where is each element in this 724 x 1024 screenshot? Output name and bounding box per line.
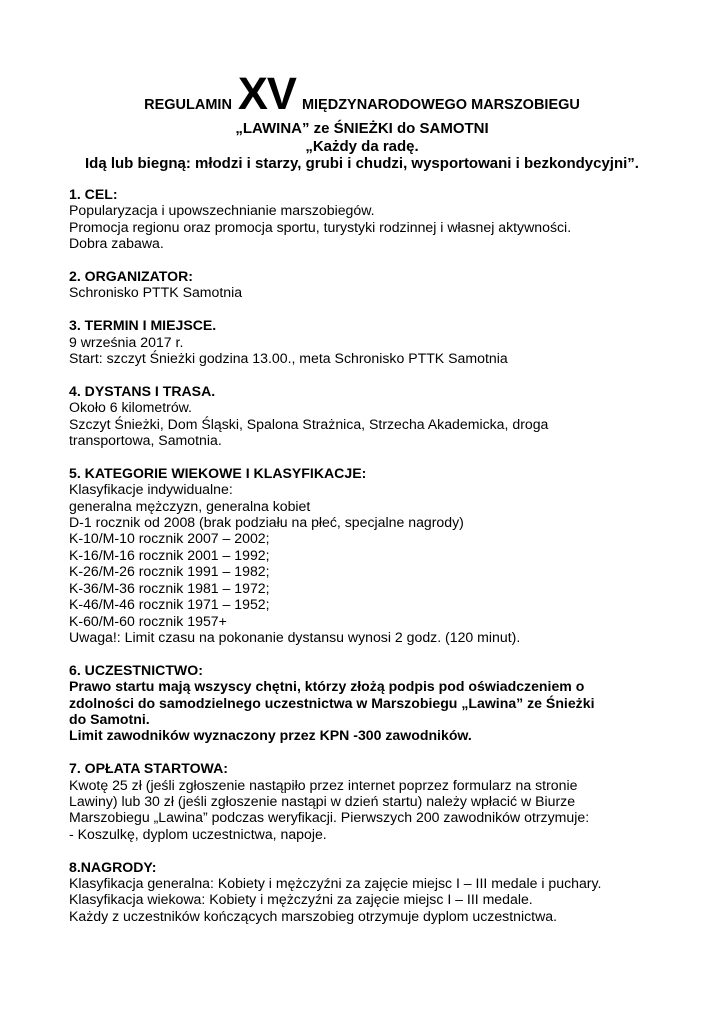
- section-heading: 7. OPŁATA STARTOWA:: [69, 760, 228, 777]
- document-body: [69, 186, 649, 941]
- motto-line-2: Idą lub biegną: młodzi i starzy, grubi i chudzi, wysportowani i bezkondycyjni”.: [85, 155, 639, 172]
- paragraph-line: zdolności do samodzielnego uczestnictwa w Marszobiegu „Lawina” ze Śnieżki: [69, 694, 595, 711]
- section-heading: 4. DYSTANS I TRASA.: [69, 382, 216, 399]
- section-heading: 3. TERMIN I MIEJSCE.: [69, 317, 217, 334]
- paragraph-line: D-1 rocznik od 2008 (brak podziału na płeć, specjalne nagrody): [69, 514, 464, 531]
- section-heading: 8.NAGRODY:: [69, 858, 157, 875]
- section-heading: 2. ORGANIZATOR:: [69, 268, 193, 285]
- paragraph-line: Kwotę 25 zł (jeśli zgłoszenie nastąpiło przez internet poprzez formularz na stronie: [69, 776, 578, 793]
- paragraph-line: generalna mężczyzn, generalna kobiet: [69, 497, 311, 514]
- document-title: [0, 68, 724, 119]
- paragraph-line: Klasyfikacja generalna: Kobiety i mężczyźni za zajęcie miejsc I – III medale i puchary.: [69, 874, 602, 891]
- paragraph-line: Około 6 kilometrów.: [69, 399, 192, 416]
- title-event: MIĘDZYNARODOWEGO MARSZOBIEGU: [301, 97, 580, 113]
- paragraph-line: Marszobiegu „Lawina” podczas weryfikacji. Pierwszych 200 zawodników otrzymuje:: [69, 809, 590, 826]
- section-heading: 5. KATEGORIE WIEKOWE I KLASYFIKACJE:: [69, 464, 367, 481]
- paragraph-line: Prawo startu mają wszyscy chętni, którzy złożą podpis pod oświadczeniem o: [69, 678, 585, 695]
- paragraph-line: Każdy z uczestników kończących marszobieg otrzymuje dyplom uczestnictwa.: [69, 907, 557, 924]
- section-nagrody: [69, 859, 649, 925]
- section-cel: [69, 186, 649, 252]
- paragraph-line: Dobra zabawa.: [69, 235, 164, 252]
- section-heading: 1. CEL:: [69, 186, 118, 202]
- time-limit-note: Uwaga!: Limit czasu na pokonanie dystansu wynosi 2 godz. (120 minut).: [69, 628, 521, 645]
- participant-limit: Limit zawodników wyznaczony przez KPN -300 zawodników.: [69, 727, 472, 744]
- motto-line-1: „Każdy da radę.: [305, 138, 419, 155]
- paragraph-line: transportowa, Samotnia.: [69, 432, 222, 449]
- category-line: K-26/M-26 rocznik 1991 – 1982;: [69, 563, 270, 580]
- paragraph-line: Schronisko PTTK Samotnia: [69, 284, 243, 301]
- paragraph-line: Klasyfikacja wiekowa: Kobiety i mężczyźni za zajęcie miejsc I – III medale.: [69, 891, 533, 908]
- section-termin: [69, 317, 649, 366]
- paragraph-line: Start: szczyt Śnieżki godzina 13.00., meta Schronisko PTTK Samotnia: [69, 350, 508, 367]
- section-uczestnictwo: [69, 662, 649, 744]
- paragraph-line: Promocja regionu oraz promocja sportu, turystyki rodzinnej i własnej aktywności.: [69, 218, 572, 235]
- category-line: K-16/M-16 rocznik 2001 – 1992;: [69, 546, 270, 563]
- paragraph-line: 9 września 2017 r.: [69, 333, 184, 350]
- paragraph-line: - Koszulkę, dyplom uczestnictwa, napoje.: [69, 825, 327, 842]
- paragraph-line: do Samotni.: [69, 710, 150, 727]
- paragraph-line: Szczyt Śnieżki, Dom Śląski, Spalona Strażnica, Strzecha Akademicka, droga: [69, 415, 549, 432]
- section-dystans: [69, 383, 649, 449]
- paragraph-line: Popularyzacja i upowszechnianie marszobiegów.: [69, 202, 375, 219]
- section-heading: 6. UCZESTNICTWO:: [69, 661, 203, 678]
- section-kategorie: [69, 465, 649, 645]
- title-edition: XV: [237, 68, 296, 119]
- paragraph-line: Lawiny) lub 30 zł (jeśli zgłoszenie nastąpi w dzień startu) należy wpłacić w Biurze: [69, 792, 576, 809]
- category-line: K-60/M-60 rocznik 1957+: [69, 612, 227, 629]
- category-line: K-36/M-36 rocznik 1981 – 1972;: [69, 579, 270, 596]
- category-line: K-10/M-10 rocznik 2007 – 2002;: [69, 530, 270, 547]
- event-subtitle: „LAWINA” ze ŚNIEŻKI do SAMOTNI: [235, 120, 489, 137]
- section-oplata: [69, 760, 649, 842]
- paragraph-line: Klasyfikacje indywidualne:: [69, 481, 233, 498]
- section-organizator: [69, 268, 649, 301]
- category-line: K-46/M-46 rocznik 1971 – 1952;: [69, 596, 270, 613]
- title-regulamin: REGULAMIN: [144, 97, 232, 113]
